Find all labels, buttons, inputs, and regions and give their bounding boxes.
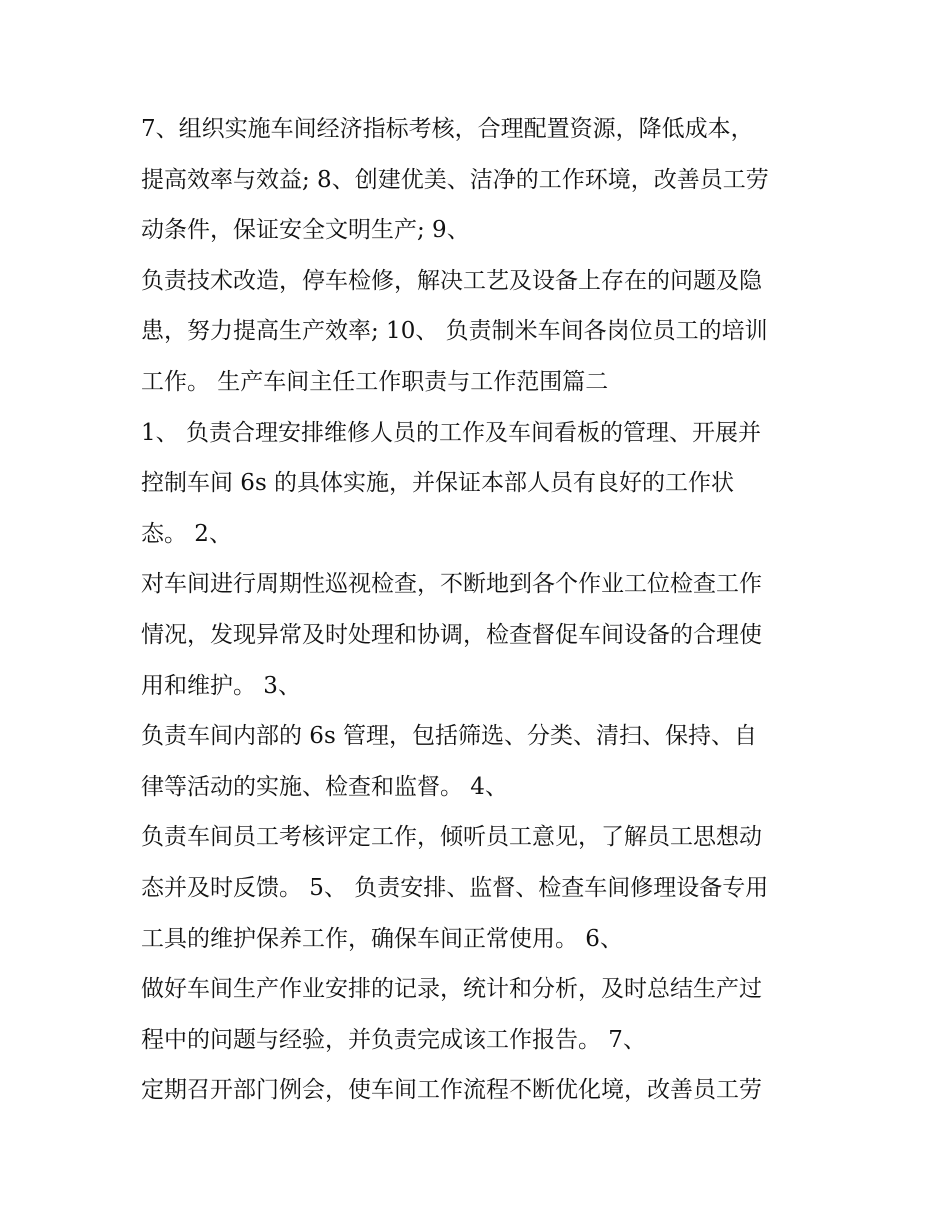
text-line: 负责车间员工考核评定工作，倾听员工意见，了解员工思想动 bbox=[141, 824, 762, 851]
text-line: 负责车间内部的 6s 管理，包括筛选、分类、清扫、保持、自 bbox=[141, 723, 758, 750]
text-line: 态。 2、 bbox=[141, 520, 232, 547]
text-line: 程中的问题与经验，并负责完成该工作报告。 7、 bbox=[141, 1026, 646, 1053]
text-line: 律等活动的实施、检查和监督。 4、 bbox=[141, 773, 508, 800]
text-line: 工具的维护保养工作，确保车间正常使用。 6、 bbox=[141, 925, 623, 952]
text-line: 做好车间生产作业安排的记录，统计和分析，及时总结生产过 bbox=[141, 976, 762, 1003]
text-line: 患，努力提高生产效率; 10、 负责制米车间各岗位员工的培训 bbox=[141, 318, 768, 345]
text-line: 用和维护。 3、 bbox=[141, 672, 301, 699]
text-line: 对车间进行周期性巡视检查，不断地到各个作业工位检查工作 bbox=[141, 571, 762, 598]
text-line: 定期召开部门例会，使车间工作流程不断优化境，改善员工劳 bbox=[141, 1077, 762, 1104]
document-body bbox=[141, 104, 821, 1116]
text-line: 情况，发现异常及时处理和协调，检查督促车间设备的合理使 bbox=[141, 621, 762, 648]
text-line: 提高效率与效益; 8、创建优美、洁净的工作环境，改善员工劳 bbox=[141, 166, 769, 193]
text-line: 工作。 生产车间主任工作职责与工作范围篇二 bbox=[141, 368, 609, 395]
text-line: 态并及时反馈。 5、 负责安排、监督、检查车间修理设备专用 bbox=[141, 874, 769, 901]
text-line: 1、 负责合理安排维修人员的工作及车间看板的管理、开展并 bbox=[141, 419, 761, 446]
text-line: 动条件，保证安全文明生产; 9、 bbox=[141, 217, 470, 244]
text-line: 控制车间 6s 的具体实施，并保证本部人员有良好的工作状 bbox=[141, 470, 735, 497]
text-line: 负责技术改造，停车检修，解决工艺及设备上存在的问题及隐 bbox=[141, 267, 762, 294]
text-line: 7、组织实施车间经济指标考核，合理配置资源，降低成本， bbox=[141, 116, 754, 142]
